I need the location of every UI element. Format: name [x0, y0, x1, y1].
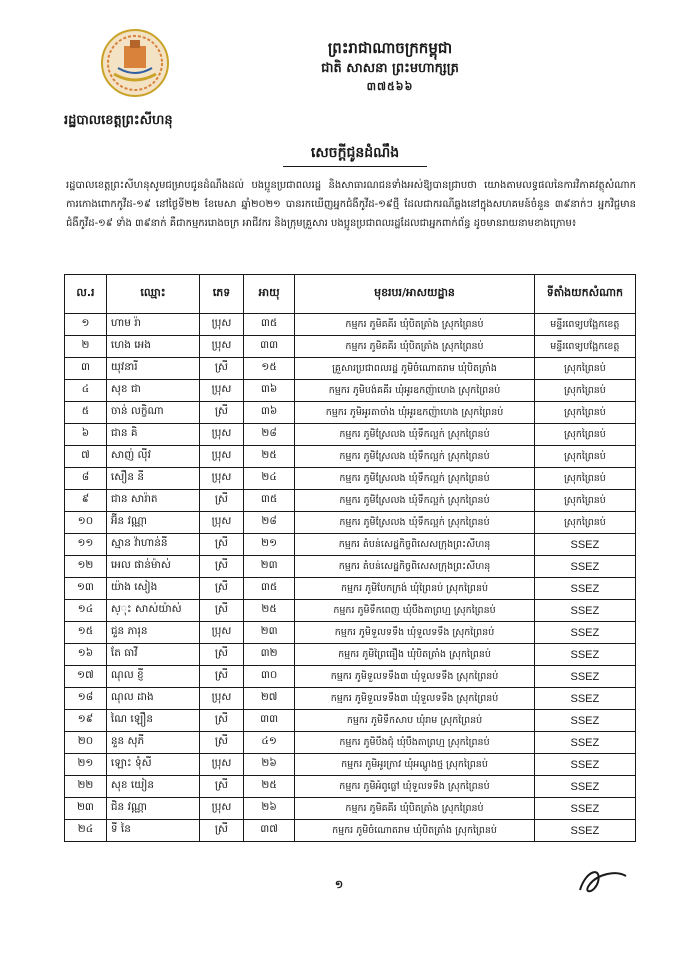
cell-sample-location: SSEZ [534, 732, 635, 754]
cell-address: កម្មករ ភូមិអូរតាចាំង ឃុំអូរឧកញ៉ាហេង ស្រុកព្រៃនប់ [295, 402, 534, 424]
table-row [65, 468, 636, 490]
table-row [65, 578, 636, 600]
province-emblem-icon [100, 28, 170, 98]
cell-no: ៤ [65, 380, 107, 402]
table-row [65, 644, 636, 666]
table-row [65, 732, 636, 754]
cell-name: ស្ុះ សាស់យ៉ាស់ [106, 600, 199, 622]
cell-sex: ស្រី [200, 534, 244, 556]
cell-sex: ស្រី [200, 820, 244, 842]
cell-no: ២ [65, 336, 107, 358]
cell-sex: ស្រី [200, 732, 244, 754]
cell-name: ហាម រ៉ា [106, 314, 199, 336]
cell-no: ១៤ [65, 600, 107, 622]
cell-no: ១៩ [65, 710, 107, 732]
cell-sex: ប្រុស [200, 754, 244, 776]
cell-sample-location: ស្រុកព្រៃនប់ [534, 468, 635, 490]
cell-age: ៣៦ [243, 402, 294, 424]
cell-sex: ប្រុស [200, 622, 244, 644]
cell-age: ២៥ [243, 446, 294, 468]
cell-sample-location: ស្រុកព្រៃនប់ [534, 424, 635, 446]
cell-age: ៣២ [243, 644, 294, 666]
table-row [65, 688, 636, 710]
cell-sample-location: SSEZ [534, 534, 635, 556]
table-row [65, 710, 636, 732]
cell-sample-location: SSEZ [534, 710, 635, 732]
cell-age: ២៨ [243, 424, 294, 446]
cell-sex: ស្រី [200, 578, 244, 600]
table-row [65, 820, 636, 842]
table-header-row [65, 275, 636, 314]
cell-sex: ស្រី [200, 776, 244, 798]
cell-name: សឿន នី [106, 468, 199, 490]
cell-age: ២៣ [243, 556, 294, 578]
cell-address: កម្មករ ភូមិស្រែលង ឃុំទឹកល្អក់ ស្រុកព្រៃនប់ [295, 512, 534, 534]
cell-sex: ស្រី [200, 402, 244, 424]
cell-address: កម្មករ ភូមិស្រែលង ឃុំទឹកល្អក់ ស្រុកព្រៃនប់ [295, 446, 534, 468]
table-row [65, 534, 636, 556]
cell-address: កម្មករ ភូមិស្រែលង ឃុំទឹកល្អក់ ស្រុកព្រៃនប់ [295, 490, 534, 512]
cell-no: ១០ [65, 512, 107, 534]
header-ornament: ៣៧៥៦៦ [366, 80, 414, 93]
title-underline [283, 166, 427, 167]
cell-name: ទី នៃ [106, 820, 199, 842]
national-motto: ជាតិ សាសនា ព្រះមហាក្សត្រ [321, 61, 459, 76]
table-row [65, 402, 636, 424]
cell-address: កម្មករ ភូមិចំណោតរាម ឃុំបិតត្រាំង ស្រុកព្រៃនប់ [295, 820, 534, 842]
cell-sex: ប្រុស [200, 336, 244, 358]
cell-name: ហេង អេង [106, 336, 199, 358]
cell-name: ណុល ដាង [106, 688, 199, 710]
cell-sample-location: SSEZ [534, 556, 635, 578]
cell-address: គ្រួសារប្រជាពលរដ្ឋ ភូមិចំណោតរាម ឃុំបិតត្រាំង [295, 358, 534, 380]
cell-no: ២១ [65, 754, 107, 776]
cell-sample-location: SSEZ [534, 600, 635, 622]
cell-no: ៨ [65, 468, 107, 490]
cell-no: ១៦ [65, 644, 107, 666]
cell-address: កម្មករ ភូមិទឹកសាប ឃុំរាម ស្រុកព្រៃនប់ [295, 710, 534, 732]
cell-name: សាញ់ ល៉ីវ [106, 446, 199, 468]
cell-address: កម្មករ ភូមិបឹងជុំ ឃុំបឹងតាព្រហ្ម ស្រុកព្រៃនប់ [295, 732, 534, 754]
cell-sample-location: មន្ទីរពេទ្យបង្អែកខេត្ត [534, 314, 635, 336]
table-row [65, 666, 636, 688]
cell-sample-location: SSEZ [534, 776, 635, 798]
table-row [65, 600, 636, 622]
cell-name: តែ ធាវី [106, 644, 199, 666]
cell-sample-location: SSEZ [534, 622, 635, 644]
cell-age: ២៤ [243, 468, 294, 490]
cell-address: កម្មករ ភូមិអំពូធ្លៅ ឃុំទួលទទឹង ស្រុកព្រៃនប់ [295, 776, 534, 798]
cell-sample-location: មន្ទីរពេទ្យបង្អែកខេត្ត [534, 336, 635, 358]
cell-sex: ស្រី [200, 710, 244, 732]
cell-no: ១២ [65, 556, 107, 578]
header-no: ល.រ [65, 275, 107, 314]
cell-age: ៣០ [243, 666, 294, 688]
cell-no: ២៣ [65, 798, 107, 820]
table-row [65, 446, 636, 468]
cell-name: យ៉ាង សៀង [106, 578, 199, 600]
cell-sample-location: SSEZ [534, 754, 635, 776]
table-row [65, 776, 636, 798]
cell-name: សុខ ជា [106, 380, 199, 402]
cell-no: ១ [65, 314, 107, 336]
administration-name: រដ្ឋបាលខេត្តព្រះសីហនុ [64, 113, 173, 128]
header-address: មុខរបរ/អាសយដ្ឋាន [295, 275, 534, 314]
cell-address: កម្មករ ភូមិស្រែលង ឃុំទឹកល្អក់ ស្រុកព្រៃនប់ [295, 424, 534, 446]
cell-name: ជាន គិ [106, 424, 199, 446]
cell-name: អ៊ីន វណ្ណា [106, 512, 199, 534]
cell-name: យុវនារី [106, 358, 199, 380]
cell-sample-location: ស្រុកព្រៃនប់ [534, 402, 635, 424]
cell-no: ១៧ [65, 666, 107, 688]
cell-age: ១៥ [243, 358, 294, 380]
cell-sex: ស្រី [200, 490, 244, 512]
cell-sex: ស្រី [200, 644, 244, 666]
cell-age: ៣៣ [243, 336, 294, 358]
cell-no: ១៣ [65, 578, 107, 600]
header-name: ឈ្មោះ [106, 275, 199, 314]
cell-name: ណៃ ឡឿន [106, 710, 199, 732]
cell-sex: ប្រុស [200, 380, 244, 402]
cell-age: ៣៦ [243, 380, 294, 402]
cell-no: ១១ [65, 534, 107, 556]
cell-address: កម្មករ ភូមិទួលទទឹង៣ ឃុំទួលទទឹង ស្រុកព្រៃនប់ [295, 688, 534, 710]
cell-no: ១៥ [65, 622, 107, 644]
cell-name: ណុល ខ្ញី [106, 666, 199, 688]
cell-sex: ប្រុស [200, 798, 244, 820]
cell-age: ២៨ [243, 512, 294, 534]
cell-age: ៣៥ [243, 314, 294, 336]
cell-address: កម្មករ ភូមិទួលទទឹង ឃុំទួលទទឹង ស្រុកព្រៃនប់ [295, 622, 534, 644]
cell-name: អេល ផាន់ម៉ាស់ [106, 556, 199, 578]
header-sample-location: ទីតាំងយកសំណាក [534, 275, 635, 314]
cell-no: ៦ [65, 424, 107, 446]
cell-address: កម្មករ ភូមិអូរក្រាវ ឃុំអណ្តូងថ្ម ស្រុកព្រៃនប់ [295, 754, 534, 776]
cell-name: ឡោះ ទុំសី [106, 754, 199, 776]
cell-no: ២២ [65, 776, 107, 798]
cell-address: កម្មករ ភូមិបែកក្រង់ ឃុំព្រៃនប់ ស្រុកព្រៃនប់ [295, 578, 534, 600]
cell-address: កម្មករ ភូមិទឹកពេញ ឃុំបឹងតាព្រហ្ម ស្រុកព្រៃនប់ [295, 600, 534, 622]
intro-paragraph: រដ្ឋបាលខេត្តព្រះសីហនុសូមជម្រាបជូនដំណឹងដល់ បងប្អូនប្រជាពលរដ្ឋ និងសាធារណជនទាំងអស់ឱ្យបានជ្រាបថា យោងតាមលទ្ធផលនៃការវិភាគវត្ថុសំណាកការកោងពោកកូវីដ-១៩ នៅថ្ងៃទី២២ ខែមេសា ឆ្នាំ២០២១ បានរកឃើញអ្នកជំងឺកូវីដ-១៩ថ្មី ដែលជាករណីឆ្លងនៅក្នុងសហគមន៍ចំនួន ៣៩នាក់ៗ អ្នកវិជ្ជមានជំងឺកូវីដ-១៩ ទាំង ៣៩នាក់ គឺជាកម្មកររោងចក្រ អាជីវករ និងក្រុមគ្រួសារ បងប្អូនប្រជាពលរដ្ឋដែលជាអ្នកពាក់ព័ន្ធ ដូចមានរាយនាមខាងក្រោម៖ [66, 180, 636, 229]
cell-name: ជាន សារ៉ាត [106, 490, 199, 512]
table-row [65, 336, 636, 358]
cell-sample-location: ស្រុកព្រៃនប់ [534, 512, 635, 534]
document-title: សេចក្តីជូនដំណឹង [310, 145, 400, 161]
cell-address: កម្មករ ភូមិគគីរ ឃុំបិតត្រាំង ស្រុកព្រៃនប់ [295, 798, 534, 820]
cell-sex: ប្រុស [200, 512, 244, 534]
cell-address: កម្មករ ភូមិទួលទទឹង៣ ឃុំទួលទទឹង ស្រុកព្រៃនប់ [295, 666, 534, 688]
kingdom-title: ព្រះរាជាណាចក្រកម្ពុជា [327, 39, 453, 57]
cell-sample-location: SSEZ [534, 644, 635, 666]
cell-address: កម្មករ ភូមិព្រៃធឿង ឃុំបិតត្រាំង ស្រុកព្រៃនប់ [295, 644, 534, 666]
cell-sex: ស្រី [200, 666, 244, 688]
cell-no: ៩ [65, 490, 107, 512]
cell-sample-location: ស្រុកព្រៃនប់ [534, 358, 635, 380]
cell-age: ៣៣ [243, 710, 294, 732]
table-row [65, 358, 636, 380]
cell-sex: ប្រុស [200, 468, 244, 490]
header-sex: ភេទ [200, 275, 244, 314]
cell-sample-location: SSEZ [534, 578, 635, 600]
cell-name: ជិន វណ្ណា [106, 798, 199, 820]
cell-age: ២៦ [243, 798, 294, 820]
cell-address: កម្មករ ភូមិគគីរ ឃុំបិតត្រាំង ស្រុកព្រៃនប់ [295, 336, 534, 358]
cell-no: ៥ [65, 402, 107, 424]
cell-age: ២១ [243, 534, 294, 556]
table-row [65, 314, 636, 336]
table-row [65, 556, 636, 578]
cell-age: ៣៧ [243, 820, 294, 842]
cell-age: ២៥ [243, 776, 294, 798]
cases-table [64, 274, 636, 842]
cell-age: ២៧ [243, 688, 294, 710]
cell-address: កម្មករ ភូមិស្រែលង ឃុំទឹកល្អក់ ស្រុកព្រៃនប់ [295, 468, 534, 490]
cell-name: ស្មាន វ៉ាហាន់នី [106, 534, 199, 556]
header-age: អាយុ [243, 275, 294, 314]
cell-address: កម្មករ តំបន់សេដ្ឋកិច្ចពិសេសក្រុងព្រះសីហនុ [295, 534, 534, 556]
cell-sex: ប្រុស [200, 314, 244, 336]
cell-address: កម្មករ ភូមិបង់គគីរ ឃុំអូរឧកញ៉ាហេង ស្រុកព្រៃនប់ [295, 380, 534, 402]
cell-sample-location: SSEZ [534, 688, 635, 710]
cell-name: សុខ យៀន [106, 776, 199, 798]
cell-age: ៤១ [243, 732, 294, 754]
page-number: ១ [334, 878, 344, 891]
cell-sex: ប្រុស [200, 688, 244, 710]
cell-no: ២៤ [65, 820, 107, 842]
cell-age: ២៦ [243, 754, 294, 776]
cell-sample-location: ស្រុកព្រៃនប់ [534, 490, 635, 512]
cell-age: ៣៥ [243, 578, 294, 600]
cell-name: ចាន់ លក្ខិណា [106, 402, 199, 424]
cell-sex: ស្រី [200, 600, 244, 622]
cell-sex: ប្រុស [200, 424, 244, 446]
cell-age: ២៣ [243, 622, 294, 644]
cell-no: ១៨ [65, 688, 107, 710]
cell-sex: ប្រុស [200, 446, 244, 468]
signature-mark-icon [572, 860, 632, 900]
cell-age: ៣៥ [243, 490, 294, 512]
kingdom-heading [230, 38, 550, 94]
table-row [65, 754, 636, 776]
cell-name: ជួន ភារុន [106, 622, 199, 644]
cell-age: ២៥ [243, 600, 294, 622]
table-row [65, 490, 636, 512]
table-row [65, 622, 636, 644]
cell-address: កម្មករ តំបន់សេដ្ឋកិច្ចពិសេសក្រុងព្រះសីហនុ [295, 556, 534, 578]
table-row [65, 512, 636, 534]
cell-address: កម្មករ ភូមិគគីរ ឃុំបិតត្រាំង ស្រុកព្រៃនប់ [295, 314, 534, 336]
cell-sex: ស្រី [200, 358, 244, 380]
table-row [65, 380, 636, 402]
cell-no: ៣ [65, 358, 107, 380]
cell-name: នួន សុភី [106, 732, 199, 754]
table-row [65, 798, 636, 820]
cell-no: ២០ [65, 732, 107, 754]
cell-sex: ស្រី [200, 556, 244, 578]
cell-sample-location: SSEZ [534, 666, 635, 688]
cell-no: ៧ [65, 446, 107, 468]
cell-sample-location: SSEZ [534, 820, 635, 842]
cell-sample-location: SSEZ [534, 798, 635, 820]
cell-sample-location: ស្រុកព្រៃនប់ [534, 380, 635, 402]
table-row [65, 424, 636, 446]
table-body [65, 314, 636, 842]
cell-sample-location: ស្រុកព្រៃនប់ [534, 446, 635, 468]
